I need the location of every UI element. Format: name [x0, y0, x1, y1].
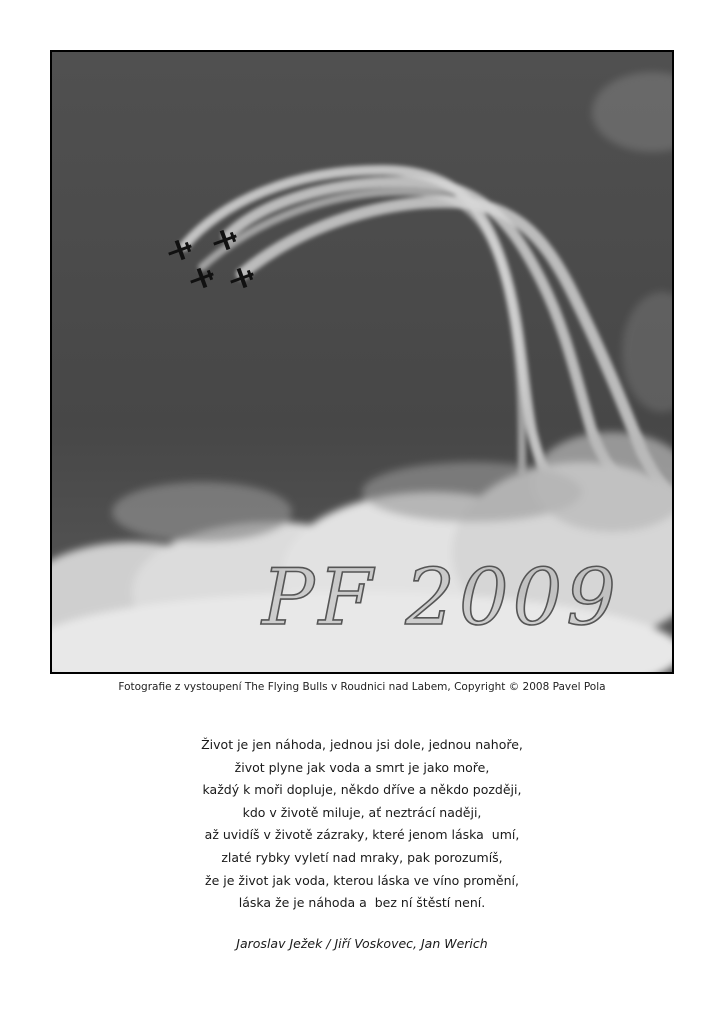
poem-line: že je život jak voda, kterou láska ve víno promění,: [205, 872, 519, 888]
poem-line: život plyne jak voda a smrt je jako moře,: [234, 759, 490, 775]
photo-image: [52, 52, 672, 672]
poem: [0, 734, 724, 915]
poem-line: zlaté rybky vyletí nad mraky, pak porozumíš,: [221, 849, 503, 865]
poem-line: Život je jen náhoda, jednou jsi dole, jednou nahoře,: [201, 737, 523, 752]
poem-line: až uvidíš v životě zázraky, které jenom láska umí,: [204, 827, 520, 843]
poem-line: každý k moři dopluje, někdo dříve a někdo později,: [202, 782, 522, 798]
pf-2009-title: PF 2009: [262, 553, 620, 643]
photo-caption: Fotografie z vystoupení The Flying Bulls v Roudnici nad Labem, Copyright © 2008 Pavel Pola: [118, 681, 606, 693]
poem-line: kdo v životě miluje, ať neztrácí naději,: [242, 804, 482, 820]
poem-line: láska že je náhoda a bez ní štěstí není.: [238, 895, 486, 911]
photo-frame: [50, 50, 674, 674]
poem-authors: Jaroslav Ježek / Jiří Voskovec, Jan Werich: [236, 936, 488, 951]
